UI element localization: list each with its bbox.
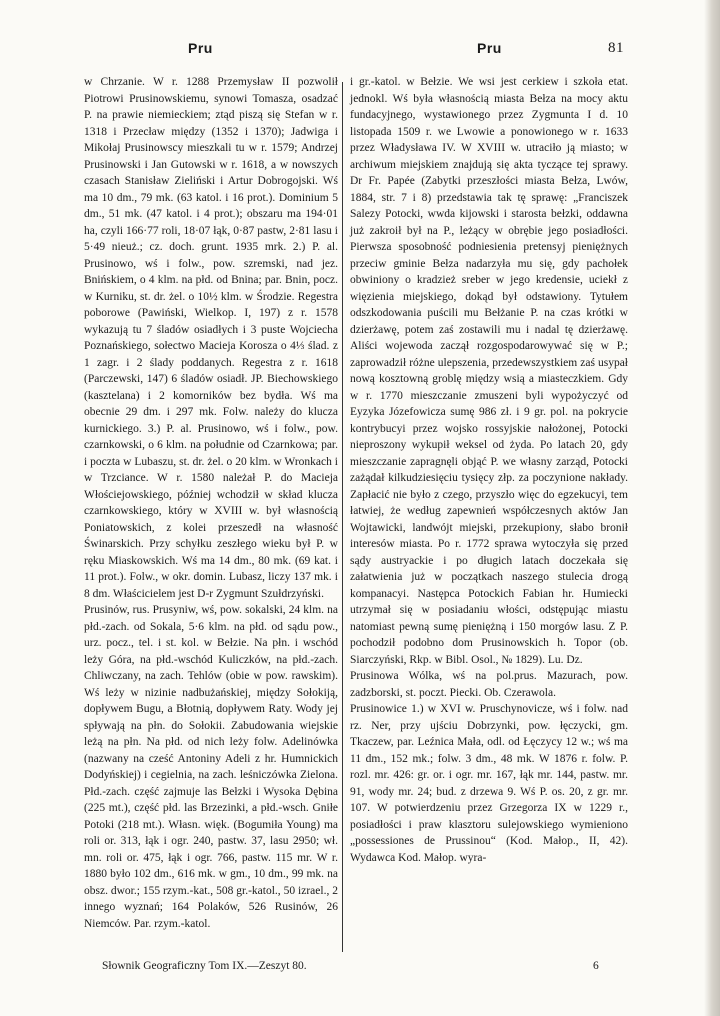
entry-prusinow: Prusinów, rus. Prusyniw, wś, pow. sokalski, 24 klm. na płd.-zach. od Sokala, 5·6 klm. na płd. od sądu pow., urz. pocz., tel. i st. kol. w Bełzie. Na płn. i wschód leży Góra, na płd.-wschód Kuliczków, na płd.-zach. Chliwczany, na zach. Tehlów (obie w pow. rawskim). Wś leży w nizinie nadbużańskiej, między Sołokiją, dopływem Bugu, a Błotnią, dopływem Raty. Wody jej spływają na płn. do Sołokii. Zabudowania wiejskie leżą na płn. Na płd. od nich leży folw. Adelinówka (nazwany na cześć Antoniny Adeli z hr. Humnickich Dodyńskiej) i cegielnia, na zach. leśniczówka Zielona. Płd.-zach. część zajmuje las Bełzki i Wysoka Dębina (225 mt.), część płd. las Brzezinki, a płd.-wsch. Gniłe Potoki (218 mt.). Własn. więk. (Bogumiła Young) ma roli or. 313, łąk i ogr. 240, pastw. 37, lasu 2950; wł. mn. roli or. 475, łąk i ogr. 766, pastw. 115 mr. W r. 1880 było 102 dm., 616 mk. w gm., 10 dm., 99 mk. na obsz. dwor.; 155 rzym.-kat., 508 gr.-katol., 50 izrael., 2 innego wyznań; 164 Polaków, 526 Rusinów, 26 Niemców. Par. rzym.-katol. bbox=[84, 604, 338, 930]
left-column bbox=[84, 74, 338, 932]
footer-signature: Słownik Geograficzny Tom IX.—Zeszyt 80. bbox=[102, 960, 307, 972]
right-column bbox=[350, 74, 628, 866]
entry-prusinowice: Prusinowice 1.) w XVI w. Pruschynovicze, wś i folw. nad rz. Ner, przy ujściu Dobrzynki, pow. łęczycki, gm. Tkaczew, par. Leźnica Mała, odl. od Łęczycy 12 w.; wś ma 11 dm., 152 mk.; folw. 3 dm., 48 mk. W 1876 r. folw. P. rozl. mr. 426: gr. or. i ogr. mr. 167, łąk mr. 144, pastw. mr. 91, wody mr. 24; bud. z drzewa 9. Wś P. os. 20, z gr. mr. 107. W potwierdzeniu przez Grzegorza IX w 1229 r., posiadłości i praw klasztoru sulejowskiego wymieniono „possessiones de Prussinou“ (Kod. Małop., II, 42). Wydawca Kod. Małop. wyra- bbox=[350, 703, 628, 864]
running-head-left: Pru bbox=[188, 40, 213, 56]
entry-prusinowa-wolka: Prusinowa Wólka, wś na pol.prus. Mazurach, pow. zadzborski, st. poczt. Piecki. Ob. Czerawola. bbox=[350, 670, 628, 699]
column-divider bbox=[342, 82, 343, 952]
entry-prusinowo-continued: w Chrzanie. W r. 1288 Przemysław II pozwolił Piotrowi Prusinowskiemu, synowi Tomasza, osadzać P. na prawie niemieckiem; ztąd piszą się Stefan w r. 1318 i Przecław między (1352 i 1370); Jadwiga i Mikołaj Prusinowscy mieszkali tu w r. 1579; Andrzej Prusinowski i Jan Gutowski w r. 1618, a w nowszych czasach Stanisław Zieliński i Artur Dobrogojski. Wś ma 10 dm., 79 mk. (63 katol. i 16 prot.). Dominium 5 dm., 51 mk. (47 katol. i 4 prot.); obszaru ma 194·01 ha, czyli 166·77 roli, 18·07 łąk, 0·87 pastw, 2·81 lasu i 5·49 nieuż.; cz. doch. grunt. 1935 mrk. 2.) P. al. Prusinowo, wś i folw., pow. szremski, nad jez. Bnińskiem, o 4 klm. na płd. od Bnina; par. Bnin, pocz. w Kurniku, st. dr. żel. o 10½ klm. w Środzie. Regestra poborowe (Pawiński, Wielkop. I, 197) z r. 1578 wykazują tu 7 śladów osiadłych i 3 puste Wojciecha Poznańskiego, sołectwo Macieja Korosza o 4⅓ ślad. z 1 zagr. i 2 ślady poddanych. Regestra z r. 1618 (Parczewski, 147) 6 śladów osiadł. JP. Biechowskiego (kasztelana) i 2 komorników bez bydła. Wś ma obecnie 29 dm. i 297 mk. Folw. należy do klucza kurnickiego. 3.) P. al. Prusinowo, wś i folw., pow. czarnkowski, o 6 klm. na południe od Czarnkowa; par. i poczta w Lubaszu, st. dr. żel. o 20 klm. w Wronkach i w Trzciance. W r. 1580 należał P. do Macieja Włościejowskiego, później wchodził w skład klucza czarnkowskiego, który w XVIII w. był własnością Poniatowskich, z kolei przeszedł na własność Świnarskich. Przy schyłku zeszłego wieku był P. w ręku Miaskowskich. Wś ma 14 dm., 80 mk. (69 kat. i 11 prot.). Folw., w okr. domin. Lubasz, liczy 137 mk. i 8 dm. Właścicielem jest D-r Zygmunt Szułdrzyński. bbox=[84, 76, 338, 600]
page-edge-shadow bbox=[704, 0, 720, 1016]
entry-prusinow-continued: i gr.-katol. w Bełzie. We wsi jest cerkiew i szkoła etat. jednokl. Wś była własnością miasta Bełza na mocy aktu fundacyjnego, wystawionego przez Zygmunta I d. 10 listopada 1509 r. we Lwowie a ponowionego w r. 1633 przez Władysława IV. W XVIII w. utraciło ją miasto; w archiwum miejskiem znajdują się akta tyczące tej sprawy. Dr Fr. Papée (Zabytki przeszłości miasta Bełza, Lwów, 1884, str. 7 i 8) przedstawia tak tę sprawę: „Franciszek Salezy Potocki, wwda kijowski i starosta bełzki, oddawna już zakroił był na P., leżący w obrębie jego posiadłości. Pierwsza sposobność podniesienia pretensyj pieniężnych przeciw gminie Bełza nadarzyła mu się, gdy pachołek obwiniony o kradzież sreber w jego kredensie, uciekł z więzienia miejskiego, dokąd był odstawiony. Tytułem odszkodowania puścili mu Bełżanie P. na czas krótki w dzierżawę, potem zaś zostawili mu i nadal tę dzierżawę. Aliści wojewoda zaczął rozgospodarowywać się w P.; zaprowadził różne ulepszenia, przedewszystkiem zaś usypał nową kosztowną groblę między wsią a miasteczkiem. Gdy w r. 1770 mieszczanie zmuszeni byli wypożyczyć od Eyzyka Józefowicza sumę 986 zł. i 9 gr. pol. na pokrycie kontrybucyi przez wojsko rossyjskie nałożonej, Potocki nieproszony wykupił weksel od żyda. Po latach 20, gdy mieszczanie zapragnęli objąć P. we własny zarząd, Potocki zażądał kilkudziesięciu tysięcy złp. za poczynione nakłady. Zapłacić nie było z czego, przyszło więc do egzekucyi, tem łatwiej, że według zapewnień współczesnych aktów Jan Wojtawicki, landwójt miejski, przekupiony, słabo bronił interesów miasta. Po r. 1772 sprawa wytoczyła się przed sądy austryackie i po długich latach doczekała się załatwienia już w początkach naszego stulecia drogą kompanacyi. Następca Potockich Fabian hr. Humiecki utrzymał się w posiadaniu włości, odstępując miastu natomiast pewną sumę pieniężną i 150 morgów lasu. Z P. pochodził podobno dom Prusinowskich h. Topor (ob. Siarczyński, Rkp. w Bibl. Osol., № 1829). Lu. Dz. bbox=[350, 76, 628, 666]
footer-sheet-number: 6 bbox=[593, 960, 599, 972]
running-head-right: Pru bbox=[477, 40, 502, 56]
page-number: 81 bbox=[608, 40, 624, 56]
